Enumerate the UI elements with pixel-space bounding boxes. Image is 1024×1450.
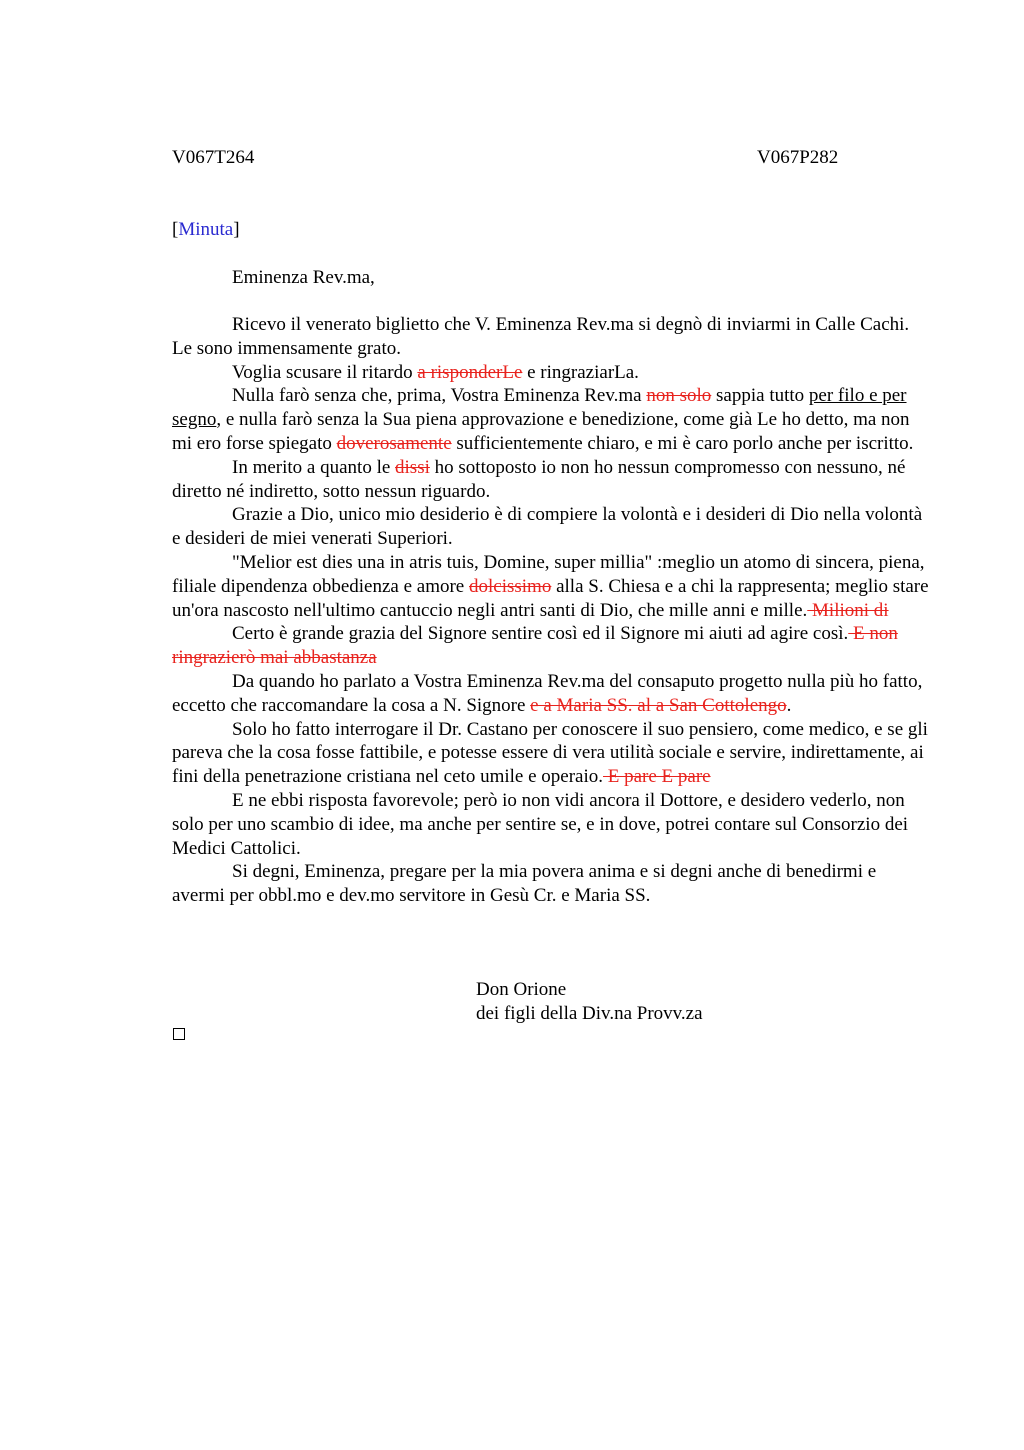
- letter-paragraph: [172, 789, 932, 860]
- deleted-text: non solo: [646, 385, 712, 407]
- document-code-left: V067T264: [172, 147, 255, 168]
- salutation: Eminenza Rev.ma,: [232, 267, 375, 288]
- text-run: Da quando ho parlato a Vostra Eminenza Rev.ma del consaputo progetto nulla più ho fatto, eccetto che raccomandare la cosa a N. Signore: [172, 670, 923, 716]
- signature-title: dei figli della Div.na Provv.za: [476, 1003, 703, 1024]
- deleted-text: Milioni di: [807, 599, 889, 621]
- text-run: alla S. Chiesa e a chi la rappresenta; meglio stare un'ora nascosto nell'ultimo cantuccio negli antri santi di Dio, che mille anni e mille.: [172, 575, 929, 621]
- text-run: Grazie a Dio, unico mio desiderio è di compiere la volontà e i desideri di Dio nella volontà e desideri de miei venerati Superiori.: [172, 504, 923, 550]
- minuta-bracket-close: ]: [233, 219, 240, 240]
- text-run: Solo ho fatto interrogare il Dr. Castano per conoscere il suo pensiero, come medico, e se gli pareva che la cosa fosse fattibile, e potesse essere di vera utilità sociale e servire, indirettamente, ai fini della penetrazione cristiana nel ceto umile e operaio.: [172, 718, 928, 788]
- deleted-text: dolcissimo: [469, 575, 552, 597]
- deleted-text: E pare E pare: [603, 766, 711, 788]
- letter-paragraph: [172, 384, 932, 455]
- underlined-text: per filo e per segno: [172, 385, 907, 431]
- letter-paragraph: [172, 456, 932, 504]
- letter-paragraph: [172, 622, 932, 670]
- deleted-text: e a Maria SS. al a San Cottolengo: [530, 694, 787, 716]
- letter-body: [172, 313, 932, 908]
- minuta-bracket-open: [: [172, 219, 179, 240]
- minuta-label: [172, 218, 240, 242]
- text-run: , e nulla farò senza la Sua piena approvazione e benedizione, come già Le ho detto, ma non mi ero forse spiegato: [172, 409, 910, 454]
- text-run: e ringraziarLa.: [522, 361, 639, 383]
- text-run: .: [786, 694, 792, 716]
- text-run: Nulla farò senza che, prima, Vostra Eminenza Rev.ma: [232, 385, 647, 407]
- deleted-text: doverosamente: [336, 432, 452, 454]
- deleted-text: dissi: [395, 456, 430, 478]
- text-run: In merito a quanto le: [232, 456, 396, 478]
- letter-paragraph: [172, 670, 932, 718]
- text-run: sappia tutto: [711, 385, 809, 407]
- letter-paragraph: [172, 361, 932, 385]
- letter-paragraph: [172, 313, 932, 361]
- text-run: Certo è grande grazia del Signore sentire così ed il Signore mi aiuti ad agire così.: [232, 623, 849, 645]
- minuta-word: Minuta: [178, 219, 234, 240]
- signature-block: [476, 978, 703, 1026]
- text-run: Voglia scusare il ritardo: [232, 361, 418, 383]
- text-run: Si degni, Eminenza, pregare per la mia povera anima e si degni anche di benedirmi e avermi per obbl.mo e dev.mo servitore in Gesù Cr. e Maria SS.: [172, 861, 877, 907]
- letter-paragraph: [172, 551, 932, 622]
- letter-paragraph: [172, 718, 932, 789]
- letter-paragraph: [172, 503, 932, 551]
- signature-name: Don Orione: [476, 979, 567, 1000]
- end-square-icon: [173, 1028, 185, 1040]
- letter-paragraph: [172, 860, 932, 908]
- text-run: sufficientemente chiaro, e mi è caro porlo anche per iscritto.: [451, 432, 914, 454]
- deleted-text: E non ringrazierò mai abbastanza: [172, 623, 898, 669]
- text-run: Ricevo il venerato biglietto che V. Eminenza Rev.ma si degnò di inviarmi in Calle Cachi. Le sono immensamente grato.: [172, 314, 910, 359]
- text-run: "Melior est dies una in atris tuis, Domine, super millia" :meglio un atomo di sincera, piena, filiale dipendenza obbedienza e amore: [172, 551, 925, 597]
- text-run: E ne ebbi risposta favorevole; però io non vidi ancora il Dottore, e desidero vederlo, non solo per uno scambio di idee, ma anche per sentire se, e in dove, potrei contare sul Consorzio dei Medici Cattolici.: [172, 789, 909, 859]
- text-run: ho sottoposto io non ho nessun compromesso con nessuno, né diretto né indiretto, sotto nessun riguardo.: [172, 456, 906, 502]
- document-code-right: V067P282: [757, 147, 839, 168]
- deleted-text: a risponderLe: [417, 361, 523, 383]
